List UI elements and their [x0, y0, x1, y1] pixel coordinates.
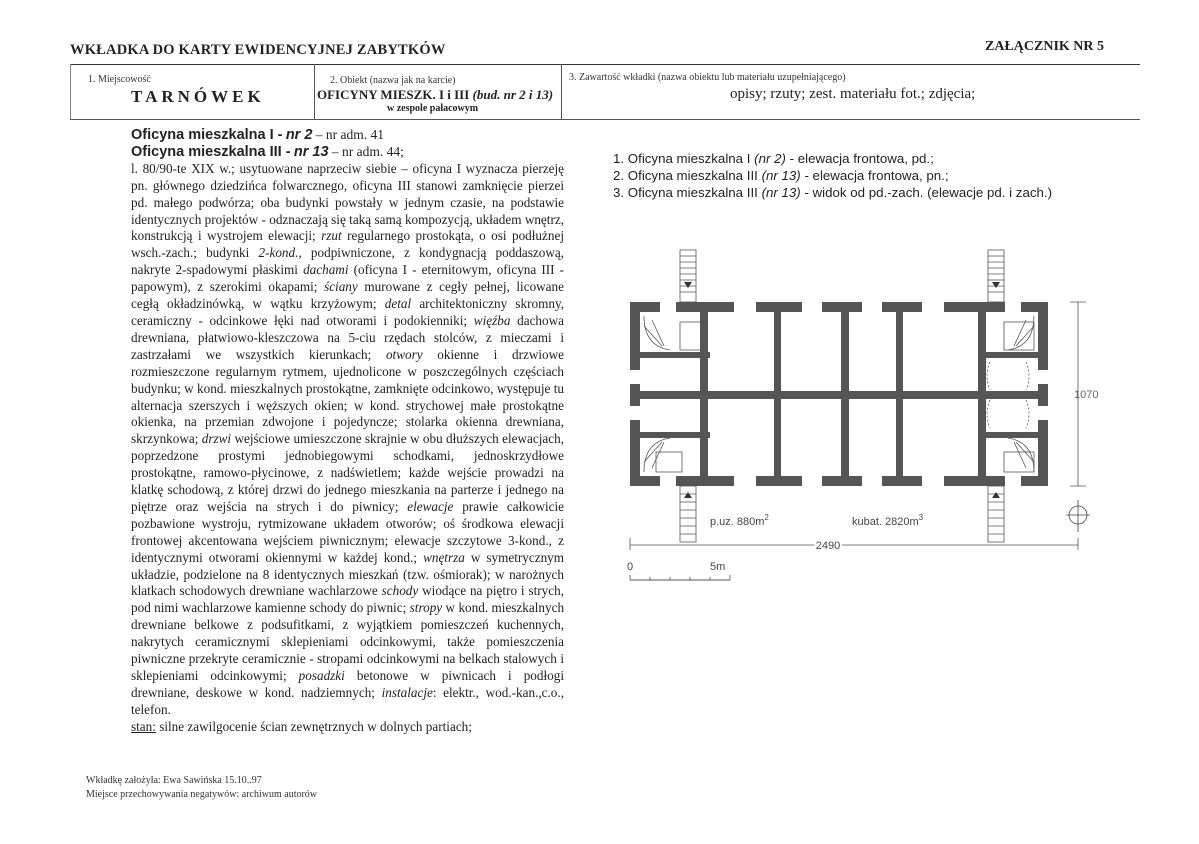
field-divider-2 [561, 64, 562, 120]
field-2-label: 2. Obiekt (nazwa jak na karcie) [330, 75, 456, 86]
usable-area-label: p.uz. $880m^2$ [710, 513, 769, 528]
field-3-value: opisy; rzuty; zest. materiału fot.; zdjęcia; [730, 86, 976, 102]
field-2-value [317, 87, 553, 103]
field-3-label: 3. Zawartość wkładki (nazwa obiektu lub materiału uzupełniającego) [569, 72, 846, 83]
field-divider-left [70, 64, 71, 120]
card-title: WKŁADKA DO KARTY EWIDENCYJNEJ ZABYTKÓW [70, 42, 446, 58]
field-2-building-numbers: (bud. nr 2 i 13) [472, 87, 554, 102]
photo-list [613, 150, 1052, 202]
photo-caption-3: 3. Oficyna mieszkalna III (nr 13) - widok od pd.-zach. (elewacje pd. i zach.) [613, 185, 1053, 201]
author-line: Wkładkę założyła: Ewa Sawińska 15.10..97 [86, 775, 262, 786]
field-2-object: OFICYNY MIESZK. I i III [317, 87, 470, 102]
title-building-3: Oficyna mieszkalna III - nr 13 – nr adm. 44; [131, 143, 404, 160]
photo-caption-2: 2. Oficyna mieszkalna III (nr 13) - elewacja frontowa, pn.; [613, 168, 949, 184]
floor-plan [600, 240, 1120, 590]
header-rule-top [70, 64, 1140, 65]
field-1-label: 1. Miejscowość [88, 74, 151, 85]
field-1-value: TARNÓWEK [131, 87, 265, 106]
width-dimension: 2490 [815, 540, 841, 552]
photo-caption-1: 1. Oficyna mieszkalna I (nr 2) - elewacja frontowa, pd.; [613, 151, 934, 166]
negatives-location-line: Miejsce przechowywania negatywów: archiwum autorów [86, 789, 318, 800]
field-divider-1 [314, 64, 315, 120]
attachment-number: ZAŁĄCZNIK NR 5 [985, 39, 1105, 54]
scale-zero-label: 0 [627, 561, 634, 573]
volume-label: kubat. $2820m^3$ [852, 513, 924, 528]
scale-end-label: 5m [710, 561, 726, 573]
header-rule-bottom [70, 119, 1140, 120]
field-2-subtitle: w zespole pałacowym [387, 103, 479, 114]
condition-line: stan: silne zawilgocenie ścian zewnętrznych w dolnych partiach; [131, 718, 472, 734]
description-text [131, 127, 564, 736]
plan-walls [630, 302, 1048, 486]
title-building-1: Oficyna mieszkalna I - nr 2 – nr adm. 41 [131, 127, 384, 143]
footer-notes [86, 774, 317, 802]
description-paragraph: l. 80/90-te XIX w.; usytuowane naprzeciw siebie – oficyna I wyznacza pierzeję pn. głównego dziedzińca folwarcznego, oficyna III stanowi zamknięcie pierzei pd. małego podwórza; oba budynki powstały w jednym czasie, na podstawie identycznych projektów - odznaczają się taką samą kompozycją, układem wnętrz, konstrukcją i wystrojem elewacji; rzut regularnego prostokąta, o osi podłużnej wsch.-zach.; budynki 2-kond., podpiwniczone, z kondygnacją poddaszową, nakryte 2-spadowymi płaskimi dachami (oficyna I - eternitowym, oficyna III - papowym), z szerokimi okapami; ściany murowane z cegły pełnej, licowane cegłą okładzinówką, w wątku krzyżowym; detal architektoniczny skromny, ceramiczny - odcinkowe łęki nad otworami i podokienniki; więźba dachowa drewniana, płatwiowo-kleszczowa na 5-ciu rzędach stolców, z mieczami i zastrzałami we wszystkich kierunkach; otwory okienne i drzwiowe rozmieszczone regularnym rytmem, ujednolicone w poszczególnych częściach budynku; w kond. mieszkalnych prostokątne, zamknięte odcinkowo, występuje tu alternacja szerszych i węższych okien; w kond. strychowej małe prostokątne okienka, na przemian zdwojone i pojedyncze; stolarka okienna drewniana, skrzynkowa; drzwi wejściowe umieszczone skrajnie w obu dłuższych elewacjach, poprzedzone prostymi jednobiegowymi schodkami, jednoskrzydłowe prostokątne, ramowo-płycinowe, z nadświetlem; każde wejście prowadzi na klatkę schodową, z której drzwi do jednego mieszkania na parterze i jednego na piętrze oraz wejścia na strych i do piwnicy; elewacje prawie całkowicie pozbawione wystroju, rytmizowane układem otworów; oś środkowa elewacji frontowej akcentowana wejściem piwnicznym; elewacje szczytowe 3-kond., z identycznymi otworami okiennymi w każdej kond.; wnętrza w symetrycznym układzie, podzielone na 8 identycznych mieszkań (tzw. ośmiorak); w narożnych klatkach schodowych drewniane wachlarzowe schody wiodące na piętro i strych, pod nimi wachlarzowe kamienne schody do piwnic; stropy w kond. mieszkalnych drewniane belkowe z podsufitkami, z wyjątkiem pomieszczeń kuchennych, nakrytych ceramicznymi sklepieniami odcinkowymi, także pomieszczenia piwniczne przekryte ceramicznie - stropami odcinkowymi na belkach stalowych i sklepieniami odcinkowymi; posadzki betonowe w piwnicach i podłogi drewniane, deskowe w kond. nadziemnych; instalacje: elektr., wod.-kan.,c.o., telefon. [131, 160, 565, 717]
depth-dimension: 1070 [1074, 389, 1099, 401]
north-arrow-icon [1066, 500, 1090, 532]
